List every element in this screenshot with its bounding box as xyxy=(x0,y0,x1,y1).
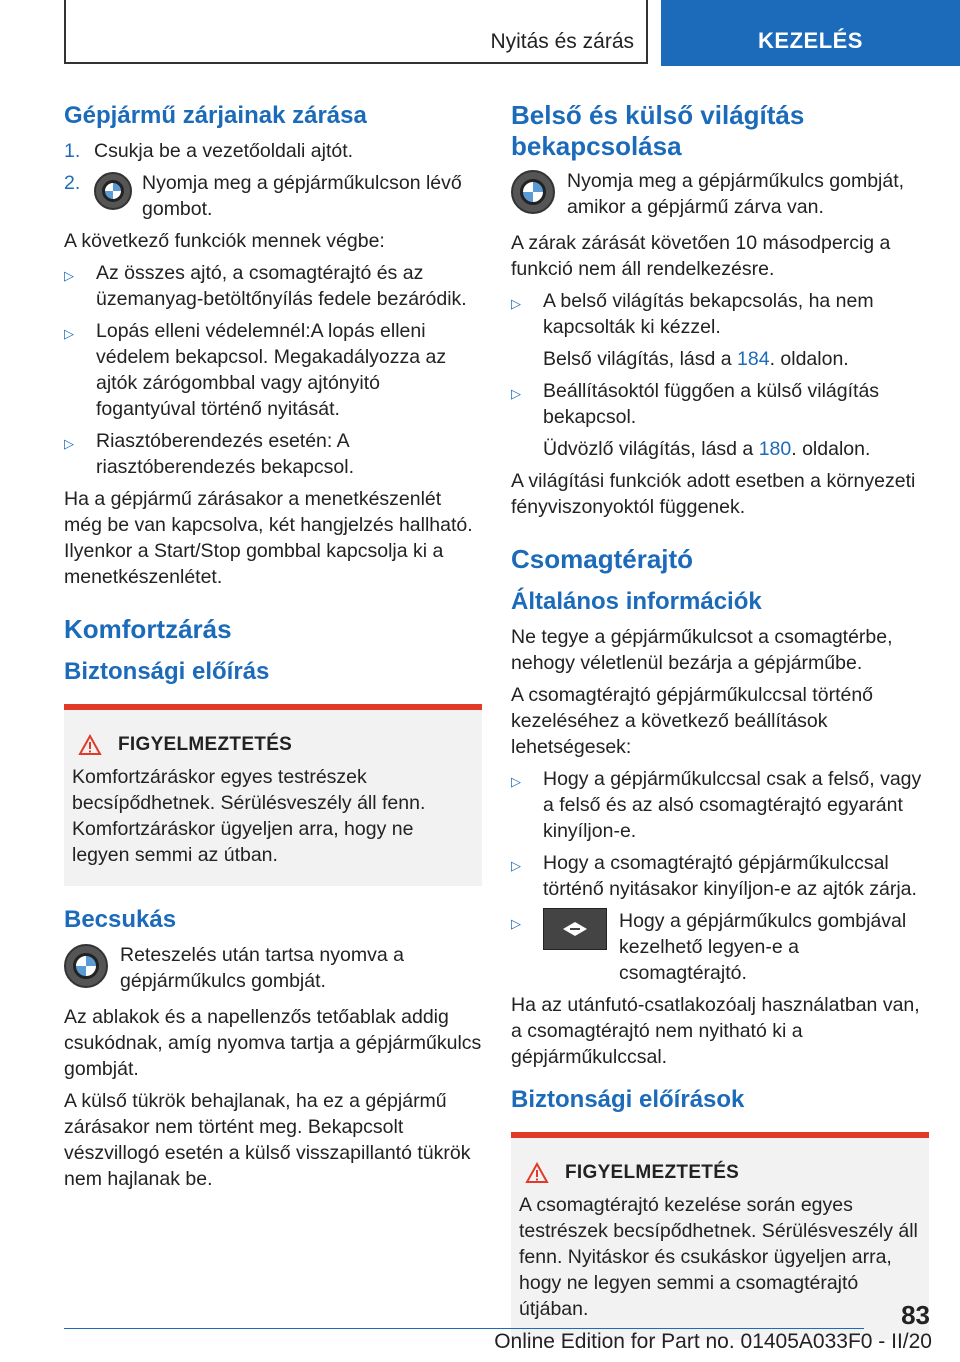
paragraph: Ne tegye a gépjárműkulcsot a csomagtérbe, nehogy véletlenül bezárja a gépjárműbe. xyxy=(511,626,893,674)
heading-lighting: Belső és külső világítás bekapcsolása xyxy=(511,100,805,161)
list-item: ▷ Riasztóberendezés esetén: A riasztóberendezés bekapcsol. xyxy=(64,430,354,478)
list-item: ▷ Hogy a gépjárműkulccsal csak a felső, vagy a felső és az alsó csomagtérajtó egyaránt kinyíljon-e. xyxy=(511,768,922,842)
warning-box xyxy=(64,704,482,886)
list-item: ▷ Beállításoktól függően a külső világítás bekapcsol. xyxy=(511,380,880,428)
triangle-bullet-icon: ▷ xyxy=(64,436,74,451)
paragraph: A zárak zárását követően 10 másodpercig a funkció nem áll rendelkezésre. xyxy=(511,232,891,280)
right-column xyxy=(511,100,929,1358)
triangle-bullet-icon: ▷ xyxy=(64,326,74,341)
triangle-bullet-icon: ▷ xyxy=(511,916,521,931)
page-link[interactable]: 180 xyxy=(758,438,792,460)
warning-title: FIGYELMEZTETÉS xyxy=(565,1162,740,1183)
cross-reference: Belső világítás, lásd a 184. oldalon. xyxy=(543,348,849,370)
paragraph: A csomagtérajtó gépjárműkulccsal történő kezeléséhez a következő beállítások lehetségesek: xyxy=(511,684,874,758)
intro-text: A következő funkciók mennek végbe: xyxy=(64,230,385,252)
tailgate-button-icon xyxy=(543,908,607,950)
footer-edition: Online Edition for Part no. 01405A033F0 - II/20 xyxy=(494,1330,932,1353)
list-item: ▷ Az összes ajtó, a csomagtérajtó és az üzemanyag-betöltőnyílás fedele bezáródik. xyxy=(64,262,467,310)
triangle-bullet-icon: ▷ xyxy=(511,386,521,401)
list-item: ▷ A belső világítás bekapcsolás, ha nem kapcsolták ki kézzel. xyxy=(511,290,874,338)
list-item: ▷ Lopás elleni védelemnél:A lopás elleni védelem bekapcsol. Megakadályozza az ajtók zárógombbal vagy ajtónyitó fogantyúval történő nyitását. xyxy=(64,320,447,420)
heading-general: Általános információk xyxy=(511,588,762,615)
triangle-bullet-icon: ▷ xyxy=(511,296,521,311)
list-item: ▷ Hogy a gépjárműkulcs gombjával kezelhető legyen-e a csomagtérajtó. xyxy=(511,910,907,984)
step-item: 1. Csukja be a vezetőoldali ajtót. xyxy=(64,140,354,162)
warning-text: Komfortzáráskor egyes testrészek becsípődhetnek. Sérülésveszély áll fenn. Komfortzáráskor ügyeljen arra, hogy ne legyen semmi az útban. xyxy=(72,766,426,866)
triangle-bullet-icon: ▷ xyxy=(64,268,74,283)
car-key-icon xyxy=(94,172,132,210)
triangle-bullet-icon: ▷ xyxy=(511,858,521,873)
left-column xyxy=(64,100,482,1198)
heading-safety: Biztonsági előírások xyxy=(511,1086,745,1113)
section-title: Nyitás és zárás xyxy=(490,30,634,53)
page-link[interactable]: 184 xyxy=(737,348,770,370)
heading-comfort-closing: Komfortzárás xyxy=(64,614,232,644)
step-item: 2. Nyomja meg a gépjárműkulcson lévő gombot. xyxy=(64,172,462,220)
car-key-icon xyxy=(511,170,555,214)
cross-reference: Üdvözlő világítás, lásd a 180. oldalon. xyxy=(543,438,871,460)
warning-title: FIGYELMEZTETÉS xyxy=(118,734,293,755)
triangle-bullet-icon: ▷ xyxy=(511,774,521,789)
warning-text: A csomagtérajtó kezelése során egyes testrészek becsípődhetnek. Sérülésveszély áll fenn. Nyitáskor és csukáskor ügyeljen arra, hogy ne legyen semmi a csomagtérajtó útjában. xyxy=(519,1194,918,1320)
paragraph: Ha a gépjármű zárásakor a menetkészenlét még be van kapcsolva, két hangjelzés hallható. Ilyenkor a Start/Stop gombbal kapcsolja ki a menetkészenlétet. xyxy=(64,488,473,588)
paragraph: Az ablakok és a napellenzős tetőablak addig csukódnak, amíg nyomva tartja a gépjárműkulcs gombját. xyxy=(64,1006,482,1080)
list-item: ▷ Hogy a csomagtérajtó gépjárműkulccsal történő nyitásakor kinyíljon-e az ajtók zárja. xyxy=(511,852,917,900)
heading-safety: Biztonsági előírás xyxy=(64,658,270,685)
page-header xyxy=(0,0,960,66)
paragraph: A világítási funkciók adott esetben a környezeti fényviszonyoktól függenek. xyxy=(511,470,916,518)
heading-locking: Gépjármű zárjainak zárása xyxy=(64,102,367,129)
key-instruction: Reteszelés után tartsa nyomva a gépjárműkulcs gombját. xyxy=(64,942,482,994)
heading-trunk: Csomagtérajtó xyxy=(511,544,694,574)
chapter-tab: KEZELÉS xyxy=(661,0,960,66)
paragraph: Ha az utánfutó-csatlakozóalj használatban van, a csomagtérajtó nem nyitható ki a gépjárműkulccsal. xyxy=(511,994,920,1068)
warning-triangle-icon xyxy=(525,1162,549,1184)
warning-triangle-icon xyxy=(78,734,102,756)
page-number: 83 xyxy=(901,1300,930,1330)
key-instruction: Nyomja meg a gépjárműkulcs gombját, amikor a gépjármű zárva van. xyxy=(511,168,929,220)
car-key-icon xyxy=(64,944,108,988)
paragraph: A külső tükrök behajlanak, ha ez a gépjármű zárásakor nem történt meg. Bekapcsolt vészvillogó esetén a külső visszapillantó tükrök nem hajlanak be. xyxy=(64,1090,471,1190)
footer-rule xyxy=(64,1328,864,1329)
heading-close: Becsukás xyxy=(64,906,177,933)
